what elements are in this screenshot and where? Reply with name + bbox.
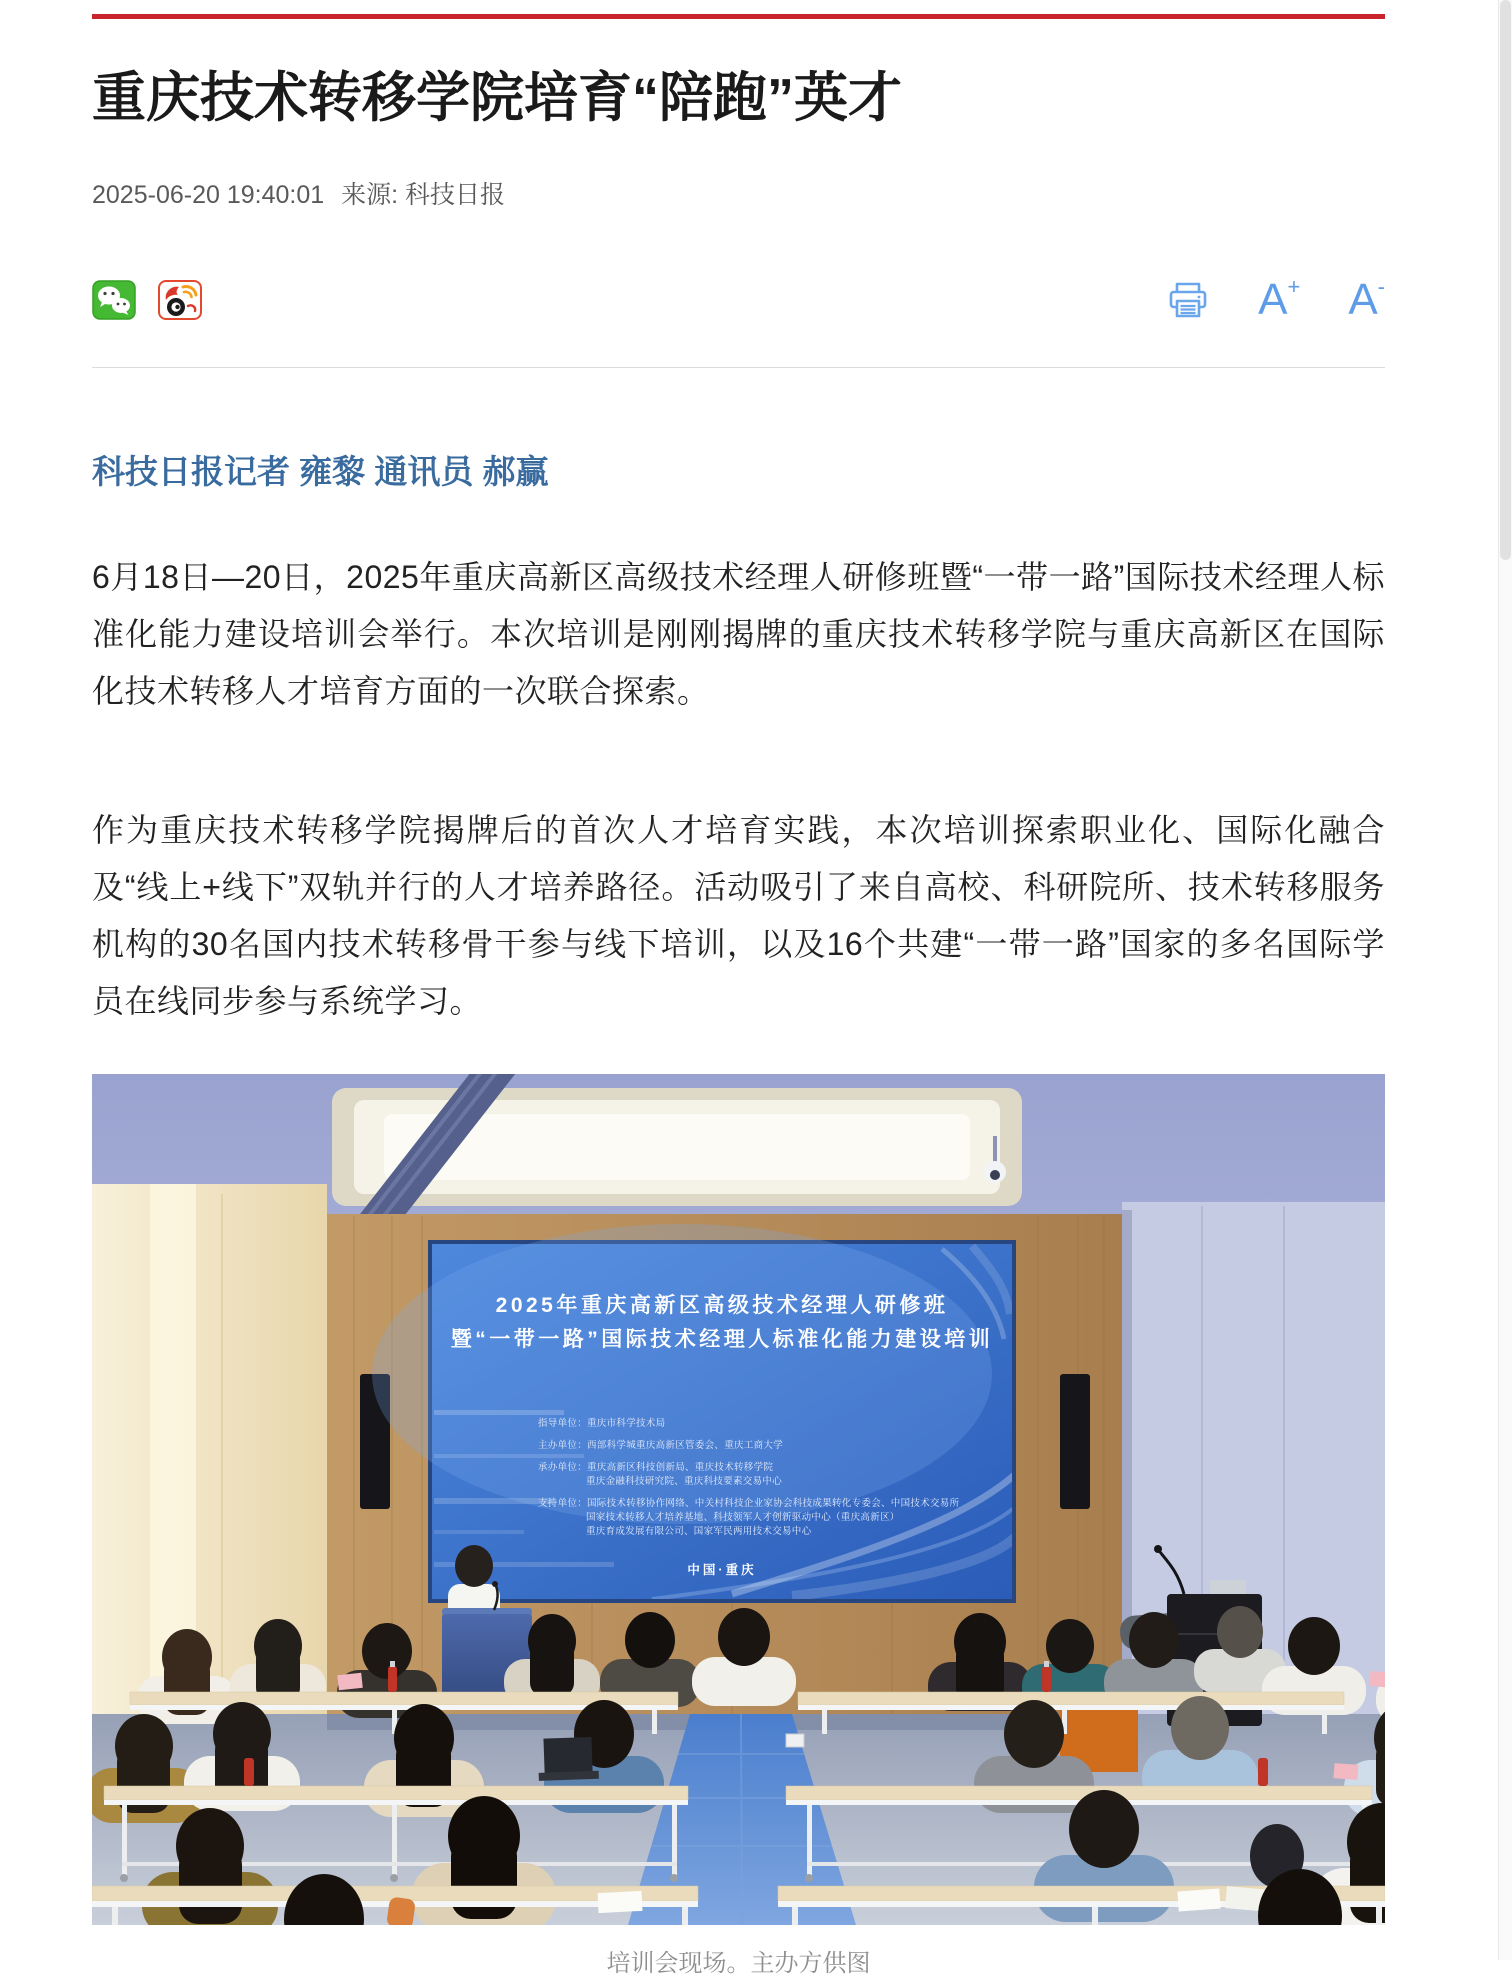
source-label: 来源: 科技日报 [341, 181, 506, 209]
floor-outlet [786, 1734, 804, 1747]
actions-row [92, 274, 1385, 324]
screen-org-line: 主办单位：西部科学城重庆高新区管委会、重庆工商大学 [538, 1440, 784, 1451]
article-photo [92, 1074, 1385, 1925]
publish-time: 2025-06-20 19:40:01 [92, 181, 325, 209]
text-tools [1166, 274, 1385, 324]
screen-org-line: 指导单位：重庆市科学技术局 [538, 1418, 666, 1429]
screen-org-line: 支持单位：国际技术转移协作网络、中关村科技企业家协会科技成果转化专委会、中国技术交易所 [538, 1498, 960, 1509]
screen-title-line1: 2025年重庆高新区高级技术经理人研修班 [495, 1294, 949, 1317]
font-decrease-label: A [1348, 275, 1378, 324]
scrollbar[interactable] [1498, 0, 1512, 1960]
article-paragraph: 6月18日—20日，2025年重庆高新区高级技术经理人研修班暨“一带一路”国际技术经理人标准化能力建设培训会举行。本次培训是刚刚揭牌的重庆技术转移学院与重庆高新区在国际化技术转移人才培育方面的一次联合探索。 [92, 559, 1385, 709]
print-icon[interactable] [1166, 280, 1210, 320]
font-decrease-button[interactable]: A - [1348, 274, 1385, 324]
article-figure [92, 1074, 1385, 1978]
font-increase-label: A [1258, 275, 1288, 324]
right-speaker [1060, 1374, 1090, 1509]
font-increase-button[interactable]: A + [1258, 274, 1301, 324]
article-byline: 科技日报记者 雍黎 通讯员 郝赢 [92, 453, 549, 490]
article-paragraph: 作为重庆技术转移学院揭牌后的首次人才培育实践，本次培训探索职业化、国际化融合及“线上+线下”双轨并行的人才培养路径。活动吸引了来自高校、科研院所、技术转移服务机构的30名国内技术转移骨干参与线下培训，以及16个共建“一带一路”国家的多名国际学员在线同步参与系统学习。 [92, 812, 1385, 1019]
weibo-share-icon[interactable] [158, 280, 202, 320]
screen-org-line: 重庆育成发展有限公司、国家军民两用技术交易中心 [586, 1526, 812, 1537]
screen-org-line: 国家技术转移人才培养基地、科技领军人才创新驱动中心（重庆高新区） [586, 1512, 900, 1523]
screen-org-line: 重庆金融科技研究院、重庆科技要素交易中心 [586, 1476, 783, 1487]
screen-org-line: 承办单位：重庆高新区科技创新局、重庆技术转移学院 [538, 1462, 774, 1473]
scrollbar-thumb[interactable] [1500, 0, 1511, 560]
article-container [92, 0, 1385, 1978]
wechat-share-icon[interactable] [92, 280, 136, 320]
screen-footer: 中国·重庆 [687, 1563, 757, 1577]
section-divider [92, 367, 1385, 368]
photo-caption: 培训会现场。主办方供图 [606, 1950, 871, 1977]
page-title: 重庆技术转移学院培育“陪跑”英才 [92, 68, 902, 128]
top-accent-rule [92, 14, 1385, 19]
screen-title-line2: 暨“一带一路”国际技术经理人标准化能力建设培训 [450, 1328, 994, 1351]
share-buttons [92, 280, 202, 320]
article-meta [92, 175, 1385, 211]
